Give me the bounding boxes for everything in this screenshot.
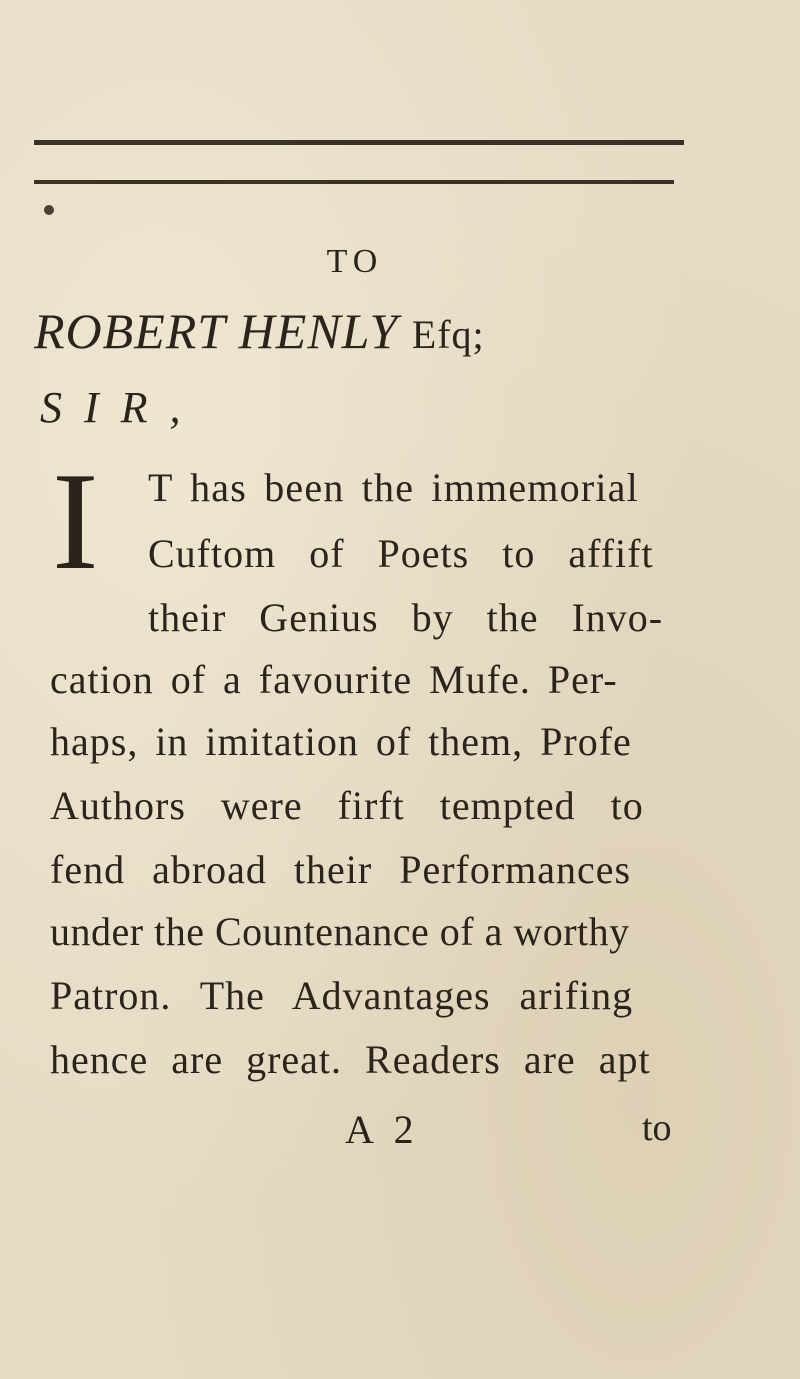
text-line: haps, in imitation of them, Profe [50,719,632,764]
text-line: cation of a favourite Mufe. Per- [50,657,618,702]
ink-spot [44,205,54,215]
ornamental-rule-top [34,140,684,145]
text-line: Cuftom of Poets to affift [148,531,654,576]
dedicatee-name: ROBERT HENLY Efq; [34,303,485,359]
text-line: Authors were firft tempted to [50,783,644,828]
ornamental-rule-bottom [34,180,674,184]
catchword: to [642,1107,672,1149]
drop-capital: I [52,444,99,599]
dedication-to: TO [326,243,384,280]
signature-mark: A 2 [345,1107,420,1152]
text-line: fend abroad their Performances [50,847,632,892]
text-line: T has been the immemorial [148,465,639,510]
text-line: under the Countenance of a worthy [50,909,630,954]
text-line: their Genius by the Invo- [148,595,664,640]
text-line: Patron. The Advantages arifing [50,973,634,1018]
salutation: SIR, [40,383,203,432]
text-line: hence are great. Readers are apt [50,1037,651,1082]
dedicatee-suffix: Efq; [411,312,485,357]
